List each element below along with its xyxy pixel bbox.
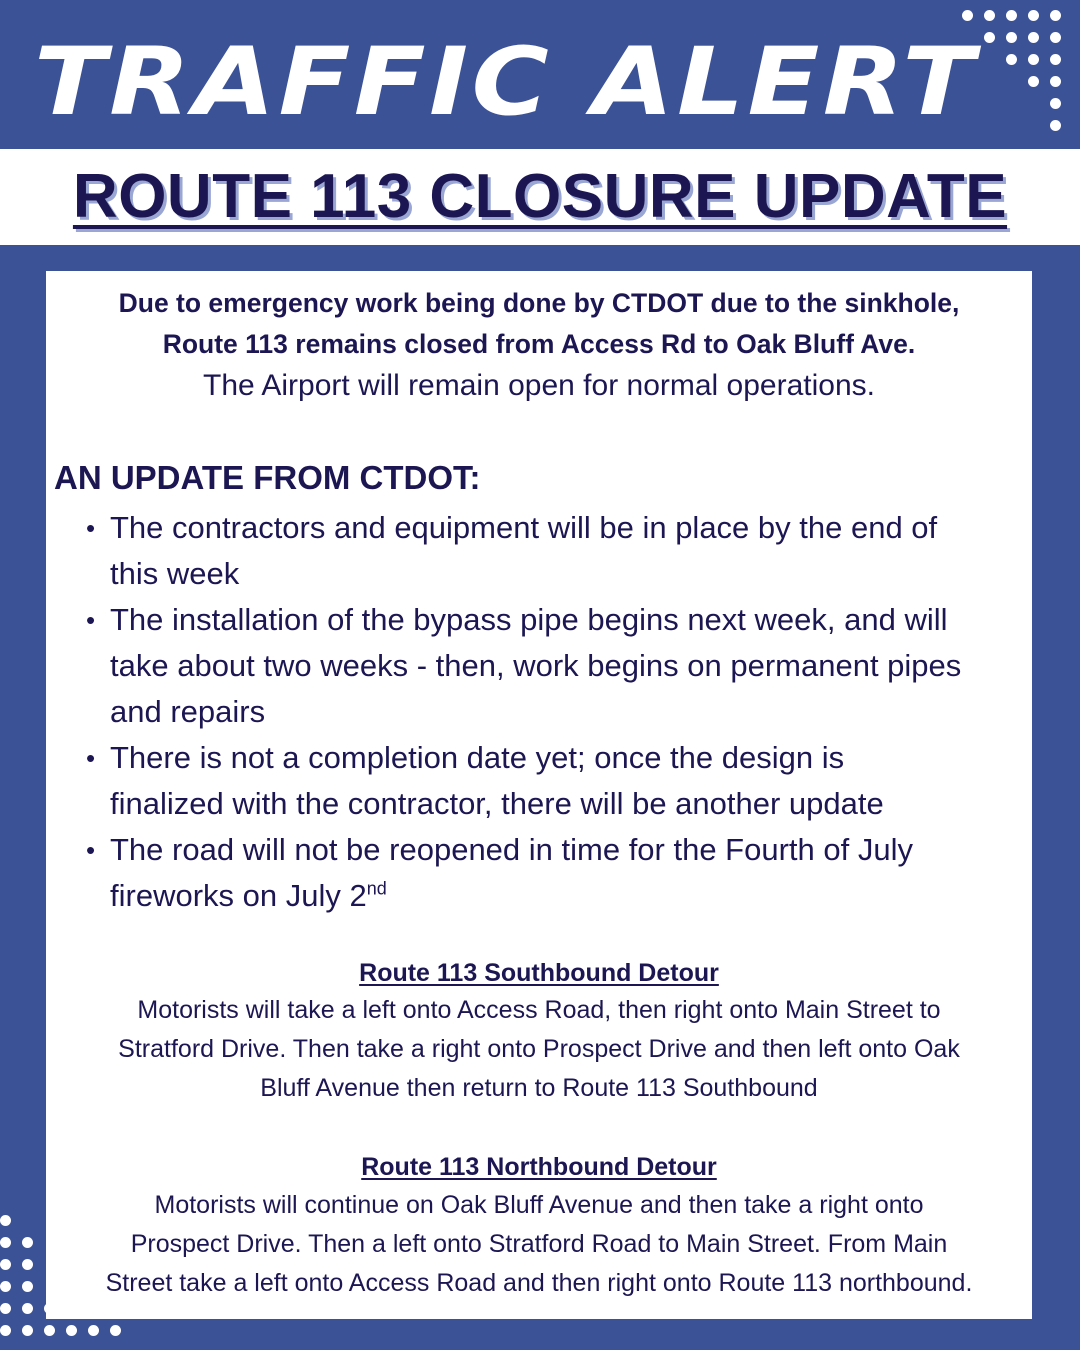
bullet-icon: •	[86, 743, 96, 773]
content-panel	[46, 271, 1032, 1319]
decorative-dot	[44, 1325, 55, 1336]
decorative-dot	[22, 1259, 33, 1270]
decorative-dot	[22, 1303, 33, 1314]
closure-banner	[0, 149, 1080, 245]
update-item	[86, 827, 1032, 919]
update-item-line: finalized with the contractor, there will be another update	[110, 786, 884, 821]
decorative-dot	[1028, 10, 1039, 21]
update-item-line: There is not a completion date yet; once the design is	[110, 740, 845, 775]
decorative-dot	[962, 10, 973, 21]
update-item-line: and repairs	[110, 694, 266, 729]
detour-line: Bluff Avenue then return to Route 113 Southbound	[260, 1074, 818, 1102]
update-item-line: The road will not be reopened in time for the Fourth of July	[110, 832, 913, 867]
decorative-dot	[66, 1325, 77, 1336]
southbound-detour-heading: Route 113 Southbound Detour	[359, 959, 719, 987]
update-item-line: The installation of the bypass pipe begins next week, and will	[110, 602, 948, 637]
banner-title: ROUTE 113 CLOSURE UPDATE	[72, 162, 1008, 231]
closure-notice	[46, 283, 1032, 365]
detour-line: Prospect Drive. Then a left onto Stratford Road to Main Street. From Main	[130, 1230, 948, 1258]
decorative-dot	[1050, 10, 1061, 21]
bullet-icon: •	[86, 513, 96, 543]
update-heading: AN UPDATE FROM CTDOT:	[54, 459, 481, 496]
bullet-icon: •	[86, 605, 96, 635]
update-item	[86, 597, 1032, 735]
decorative-dot	[22, 1237, 33, 1248]
page-title: TRAFFIC ALERT	[34, 28, 978, 137]
bullet-icon: •	[86, 835, 96, 865]
detour-line: Stratford Drive. Then take a right onto Prospect Drive and then left onto Oak	[118, 1035, 960, 1063]
date-suffix: nd	[366, 878, 387, 899]
southbound-detour-text	[46, 991, 1032, 1108]
update-item-line	[110, 873, 1032, 919]
decorative-dot	[110, 1325, 121, 1336]
closure-notice-line: Due to emergency work being done by CTDOT due to the sinkhole,	[118, 288, 960, 318]
detour-line: Motorists will take a left onto Access Road, then right onto Main Street to	[137, 996, 941, 1024]
decorative-dot	[1006, 10, 1017, 21]
update-item-line: The contractors and equipment will be in place by the end of	[110, 510, 938, 545]
decorative-dot	[0, 1215, 11, 1226]
date-text: fireworks on July 2	[110, 878, 367, 913]
decorative-dot	[0, 1303, 11, 1314]
detour-line: Street take a left onto Access Road and then right onto Route 113 northbound.	[105, 1269, 973, 1297]
closure-notice-line: Route 113 remains closed from Access Rd to Oak Bluff Ave.	[162, 329, 916, 359]
decorative-dot	[88, 1325, 99, 1336]
decorative-dot	[0, 1325, 11, 1336]
northbound-detour-text	[46, 1186, 1032, 1303]
decorative-dot	[0, 1237, 11, 1248]
northbound-detour-heading: Route 113 Northbound Detour	[361, 1153, 717, 1181]
update-list	[86, 505, 1032, 919]
update-item-line: take about two weeks - then, work begins on permanent pipes	[110, 648, 962, 683]
update-item	[86, 505, 1032, 597]
update-item	[86, 735, 1032, 827]
decorative-dot	[984, 10, 995, 21]
decorative-dot	[22, 1325, 33, 1336]
update-item-line: this week	[110, 556, 240, 591]
airport-status: The Airport will remain open for normal operations.	[203, 369, 875, 402]
detour-line: Motorists will continue on Oak Bluff Avenue and then take a right onto	[154, 1191, 924, 1219]
decorative-dot	[22, 1281, 33, 1292]
decorative-dot	[0, 1281, 11, 1292]
decorative-dot	[0, 1259, 11, 1270]
